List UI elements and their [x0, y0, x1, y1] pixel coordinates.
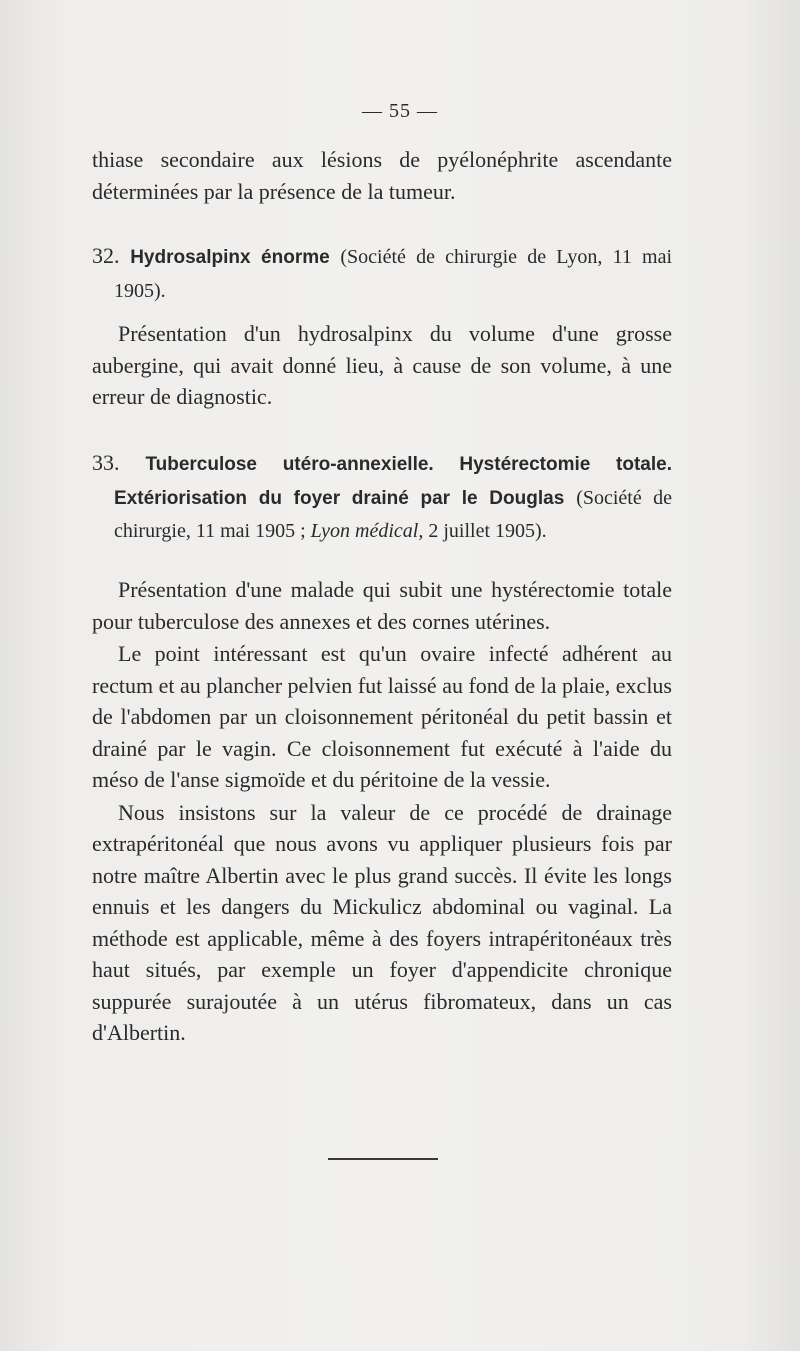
entry-33-source-journal: Lyon médical, — [310, 520, 424, 542]
page-number: — 55 — — [362, 100, 438, 122]
entry-33-title: Tuberculose utéro-annexielle. Hystérectomie totale. Extériorisation du foyer drainé par le Douglas — [114, 454, 673, 509]
entry-32-description: Présentation d'un hydrosalpinx du volume d'une grosse aubergine, qui avait donné lieu, à cause de son volume, à une erreur de diagnostic. — [92, 321, 672, 409]
entry-33-heading — [92, 447, 672, 548]
entry-32-head-line — [92, 240, 672, 307]
closing-rule — [328, 1158, 438, 1160]
entry-32-number: 32. — [92, 243, 120, 268]
intro-text: thiase secondaire aux lésions de pyélonéphrite ascendante déterminées par la présence de la tumeur. — [92, 147, 672, 204]
entry-33-number: 33. — [92, 450, 120, 475]
intro-paragraph — [92, 144, 672, 207]
entry-32-heading — [92, 240, 672, 307]
entry-33-source-suffix: 2 juillet 1905). — [423, 520, 547, 542]
entry-33-head-line — [92, 447, 672, 548]
entry-32-title: Hydrosalpinx énorme — [130, 247, 330, 268]
entry-33-source-prefix: (Société de chirurgie, 11 mai 1905 ; — [114, 486, 673, 542]
entry-32-description-block — [92, 318, 672, 413]
entry-32-source: (Société de chirurgie de Lyon, 11 mai 1905). — [114, 246, 673, 302]
entry-33-paragraph-2: Le point intéressant est qu'un ovaire infecté adhérent au rectum et au plancher pelvien fut laissé au fond de la plaie, exclus de l'abdomen par un cloisonnement péritonéal du petit bassin et drainé par le vagin. Ce cloisonnement fut exécuté à l'aide du méso de l'anse sigmoïde et du péritoine de la vessie. — [92, 641, 672, 792]
entry-33-paragraph-3: Nous insistons sur la valeur de ce procédé de drainage extrapéritonéal que nous avons vu appliquer plusieurs fois par notre maître Albertin avec le plus grand succès. Il évite les longs ennuis et les dangers du Mickulicz abdominal ou vaginal. La méthode est applicable, même à des foyers intrapéritonéaux très haut situés, par exemple un foyer d'appendicite chronique suppurée surajoutée à un utérus fibromateux, dans un cas d'Albertin. — [92, 799, 672, 1045]
entry-33-body — [92, 574, 672, 1049]
entry-33-paragraph-1: Présentation d'une malade qui subit une hystérectomie totale pour tuberculose des annexes et des cornes utérines. — [92, 577, 672, 634]
